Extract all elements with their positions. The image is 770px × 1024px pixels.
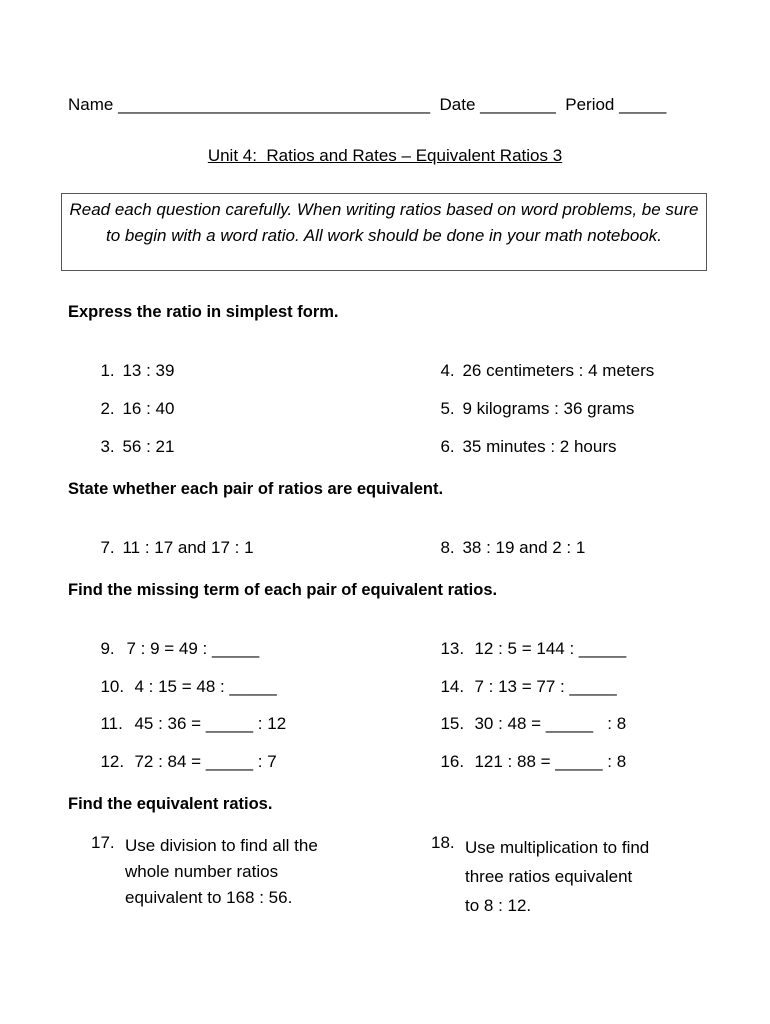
question-13	[431, 619, 626, 659]
question-number: 7.	[100, 538, 115, 557]
question-number: 8.	[440, 538, 455, 557]
question-6	[431, 417, 616, 457]
question-text-line: three ratios equivalent	[465, 867, 633, 886]
question-text: 121 : 88 = _____ : 8	[474, 752, 627, 771]
question-number: 18.	[431, 833, 455, 852]
question-2	[91, 379, 174, 419]
question-text-line: Use division to find all the	[125, 836, 318, 855]
question-number: 12.	[100, 752, 125, 771]
question-3	[91, 417, 174, 457]
question-text: 26 centimeters : 4 meters	[462, 361, 655, 380]
question-number: 1.	[100, 361, 115, 380]
question-number: 2.	[100, 399, 115, 418]
question-text: 9 kilograms : 36 grams	[462, 399, 635, 418]
question-number: 9.	[100, 639, 115, 658]
question-text: 12 : 5 = 144 : _____	[474, 639, 627, 658]
question-1	[91, 341, 174, 381]
question-text-line: whole number ratios	[125, 862, 279, 881]
question-5	[431, 379, 634, 419]
question-number: 4.	[440, 361, 455, 380]
question-text: 56 : 21	[122, 437, 175, 456]
question-17	[91, 833, 318, 907]
question-text-line: Use multiplication to find	[465, 838, 650, 857]
question-text	[125, 833, 385, 911]
question-text: 35 minutes : 2 hours	[462, 437, 617, 456]
question-15	[431, 694, 626, 734]
question-10	[91, 657, 277, 697]
question-text: 13 : 39	[122, 361, 175, 380]
question-text	[465, 833, 725, 920]
question-number: 10.	[100, 677, 125, 696]
question-number: 6.	[440, 437, 455, 456]
question-16	[431, 732, 626, 772]
question-text: 72 : 84 = _____ : 7	[134, 752, 277, 771]
question-text: 11 : 17 and 17 : 1	[122, 538, 254, 557]
section-heading-find-equivalent: Find the equivalent ratios.	[68, 795, 273, 813]
question-number: 11.	[100, 714, 123, 733]
question-text-line: to 8 : 12.	[465, 896, 532, 915]
section-heading-equivalent: State whether each pair of ratios are equivalent.	[68, 480, 444, 498]
question-number: 3.	[100, 437, 115, 456]
question-9	[91, 619, 259, 659]
question-7	[91, 518, 254, 558]
question-18	[431, 833, 650, 915]
question-number: 15.	[440, 714, 465, 733]
question-number: 5.	[440, 399, 455, 418]
question-text: 38 : 19 and 2 : 1	[462, 538, 586, 557]
question-text: 7 : 13 = 77 : _____	[474, 677, 617, 696]
question-text: 16 : 40	[122, 399, 175, 418]
question-number: 17.	[91, 833, 115, 852]
section-heading-simplest-form: Express the ratio in simplest form.	[68, 303, 339, 321]
name-date-period-line: Name _________________________________ Date ________ Period _____	[68, 95, 667, 114]
question-number: 13.	[440, 639, 465, 658]
question-4	[431, 341, 654, 381]
question-text: 4 : 15 = 48 : _____	[134, 677, 277, 696]
question-number: 16.	[440, 752, 465, 771]
question-8	[431, 518, 585, 558]
worksheet-title: Unit 4: Ratios and Rates – Equivalent Ratios 3	[207, 146, 563, 165]
section-heading-missing-term: Find the missing term of each pair of equivalent ratios.	[68, 581, 498, 599]
question-text-line: equivalent to 168 : 56.	[125, 888, 293, 907]
question-number: 14.	[440, 677, 465, 696]
question-14	[431, 657, 617, 697]
instructions-box: Read each question carefully. When writing ratios based on word problems, be sure to begin with a word ratio. All work should be done in your math notebook.	[61, 193, 707, 271]
question-text: 45 : 36 = _____ : 12	[134, 714, 287, 733]
question-text: 7 : 9 = 49 : _____	[126, 639, 260, 658]
question-12	[91, 732, 277, 772]
question-11	[91, 694, 286, 734]
question-text: 30 : 48 = _____ : 8	[474, 714, 627, 733]
